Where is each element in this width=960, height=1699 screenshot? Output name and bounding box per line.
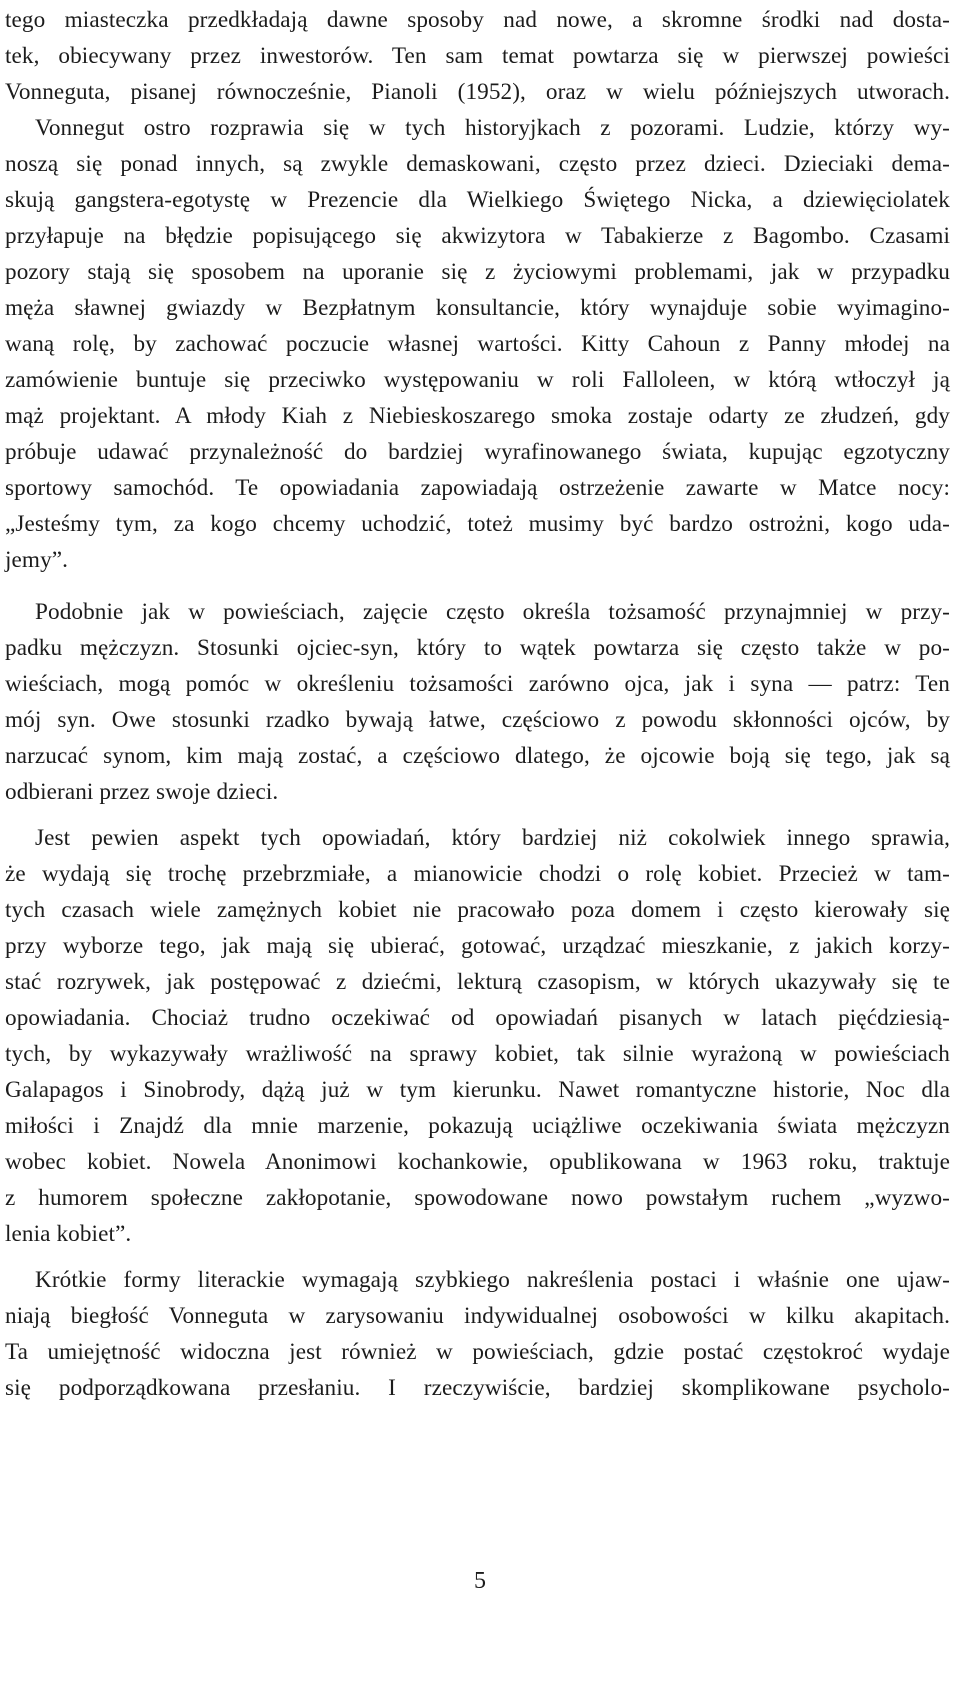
text-line: Ta umiejętność widoczna jest również w powieściach, gdzie postać częstokroć wydaje (5, 1339, 950, 1365)
text-line: mąż projektant. A młody Kiah z Niebieskoszarego smoka zostaje odarty ze złudzeń, gdy (5, 403, 950, 429)
text-line: tek, obiecywany przez inwestorów. Ten sam temat powtarza się w pierwszej powieści (5, 43, 950, 69)
text-line: miłości i Znajdź dla mnie marzenie, pokazują uciążliwe oczekiwania świata mężczyzn (5, 1113, 950, 1139)
text-line: tych czasach wiele zamężnych kobiet nie pracowało poza domem i często kierowały się (5, 897, 950, 923)
text-line: z humorem społeczne zakłopotanie, spowodowane nowo powstałym ruchem „wyzwo- (5, 1185, 950, 1211)
text-line: wobec kobiet. Nowela Anonimowi kochankowie, opublikowana w 1963 roku, traktuje (5, 1149, 950, 1175)
text-line: opowiadania. Chociaż trudno oczekiwać od opowiadań pisanych w latach pięćdziesią- (5, 1005, 950, 1031)
text-line: Jest pewien aspekt tych opowiadań, który bardziej niż cokolwiek innego sprawia, (35, 825, 950, 851)
page-number: 5 (474, 1568, 486, 1594)
text-line: sportowy samochód. Te opowiadania zapowiadają ostrzeżenie zawarte w Matce nocy: (5, 475, 950, 501)
text-line: wieściach, mogą pomóc w określeniu tożsamości zarówno ojca, jak i syna — patrz: Ten (5, 671, 950, 697)
text-line: Krótkie formy literackie wymagają szybkiego nakreślenia postaci i właśnie one ujaw- (35, 1267, 950, 1293)
text-line: padku mężczyzn. Stosunki ojciec-syn, który to wątek powtarza się często także w po- (5, 635, 950, 661)
text-line: skują gangstera-egotystę w Prezencie dla Wielkiego Świętego Nicka, a dziewięciolatek (5, 187, 950, 213)
text-line: zamówienie buntuje się przeciwko występowaniu w roli Falloleen, w którą wtłoczył ją (5, 367, 950, 393)
text-line: pozory stają się sposobem na uporanie się z życiowymi problemami, jak w przypadku (5, 259, 950, 285)
text-line: jemy”. (5, 547, 69, 573)
text-line: mój syn. Owe stosunki rzadko bywają łatwe, częściowo z powodu skłonności ojców, by (5, 707, 950, 733)
text-line: Podobnie jak w powieściach, zajęcie często określa tożsamość przynajmniej w przy- (35, 599, 950, 625)
text-line: Vonnegut ostro rozprawia się w tych historyjkach z pozorami. Ludzie, którzy wy- (35, 115, 950, 141)
text-line: stać rozrywek, jak postępować z dziećmi, lekturą czasopism, w których ukazywały się te (5, 969, 950, 995)
text-line: tego miasteczka przedkładają dawne sposoby nad nowe, a skromne środki nad dosta- (5, 7, 950, 33)
text-line: że wydają się trochę przebrzmiałe, a mianowicie chodzi o rolę kobiet. Przecież w tam- (5, 861, 950, 887)
text-line: Galapagos i Sinobrody, dążą już w tym kierunku. Nawet romantyczne historie, Noc dla (5, 1077, 950, 1103)
text-line: waną rolę, by zachować poczucie własnej wartości. Kitty Cahoun z Panny młodej na (5, 331, 950, 357)
text-line: męża sławnej gwiazdy w Bezpłatnym konsultancie, który wynajduje sobie wyimagino- (5, 295, 950, 321)
text-line: noszą się ponad innych, są zwykle demaskowani, często przez dzieci. Dzieciaki dema- (5, 151, 950, 177)
text-line: przy wyborze tego, jak mają się ubierać, gotować, urządzać mieszkanie, z jakich korzy- (5, 933, 950, 959)
text-line: tych, by wykazywały wrażliwość na sprawy kobiet, tak silnie wyrażoną w powieściach (5, 1041, 950, 1067)
text-line: lenia kobiet”. (5, 1221, 132, 1247)
text-line: „Jesteśmy tym, za kogo chcemy uchodzić, toteż musimy być bardzo ostrożni, kogo uda- (5, 511, 950, 537)
text-line: odbierani przez swoje dzieci. (5, 779, 279, 805)
text-line: się podporządkowana przesłaniu. I rzeczywiście, bardziej skomplikowane psycholo- (5, 1375, 950, 1401)
text-line: narzucać synom, kim mają zostać, a częściowo dlatego, że ojcowie boją się tego, jak są (5, 743, 950, 769)
text-line: niają biegłość Vonneguta w zarysowaniu indywidualnej osobowości w kilku akapitach. (5, 1303, 950, 1329)
text-line: próbuje udawać przynależność do bardziej wyrafinowanego świata, kupując egzotyczny (5, 439, 950, 465)
text-line: przyłapuje na błędzie popisującego się akwizytora w Tabakierze z Bagombo. Czasami (5, 223, 950, 249)
text-line: Vonneguta, pisanej równocześnie, Pianoli (1952), oraz w wielu późniejszych utworach. (5, 79, 950, 105)
